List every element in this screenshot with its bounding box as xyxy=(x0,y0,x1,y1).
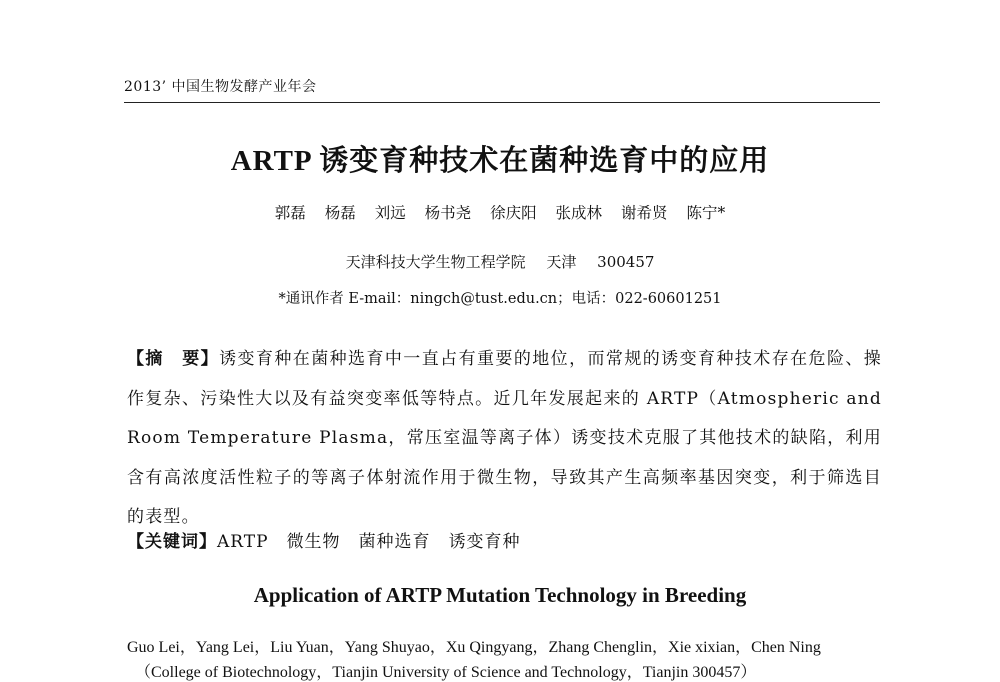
author-name: 陈宁* xyxy=(686,204,726,222)
keyword: 微生物 xyxy=(286,532,341,552)
author-name: 谢希贤 xyxy=(621,204,668,222)
author-name: 张成林 xyxy=(555,204,603,222)
paper-title: ARTP 诱变育种技术在菌种选育中的应用 xyxy=(230,145,770,177)
author-name: 郭磊 xyxy=(274,204,306,222)
affiliation-city: 天津 xyxy=(546,253,577,271)
english-affiliation: （College of Biotechnology，Tianjin University of Science and Technology，Tianjin 300457） xyxy=(135,664,757,681)
affiliation xyxy=(0,251,1000,272)
author-name: 徐庆阳 xyxy=(490,204,537,222)
running-header: 2013’ 中国生物发酵产业年会 xyxy=(124,76,880,103)
keyword: ARTP xyxy=(217,532,269,552)
english-title: Application of ARTP Mutation Technology in Breeding xyxy=(253,583,747,607)
keywords xyxy=(127,527,882,552)
english-authors: Guo Lei，Yang Lei，Liu Yuan，Yang Shuyao，Xu Qingyang，Zhang Chenglin，Xie xixian，Chen Ning xyxy=(127,639,821,656)
author-name: 杨磊 xyxy=(324,204,356,222)
abstract xyxy=(127,340,882,538)
author-list xyxy=(0,201,1000,223)
affiliation-institution: 天津科技大学生物工程学院 xyxy=(345,253,526,271)
affiliation-postcode: 300457 xyxy=(597,253,655,271)
author-name: 刘远 xyxy=(374,204,406,222)
abstract-text: 诱变育种在菌种选育中一直占有重要的地位，而常规的诱变育种技术存在危险、操作复杂、污染性大以及有益突变率低等特点。近几年发展起来的 ARTP（Atmospheric and Room Temperature Plasma，常压室温等离子体）诱变技术克服了其他技术的缺陷，利用含有高浓度活性粒子的等离子体射流作用于微生物，导致其产生高频率基因突变，利于筛选目的表型。 xyxy=(127,349,883,527)
author-name: 杨书尧 xyxy=(424,204,472,222)
keyword: 诱变育种 xyxy=(448,532,521,552)
keyword: 菌种选育 xyxy=(358,532,431,552)
abstract-label: 【摘 要】 xyxy=(127,349,220,369)
keywords-label: 【关键词】 xyxy=(127,532,217,552)
corresponding-contact: *通讯作者 E-mail：ningch@tust.edu.cn；电话：022-60601251 xyxy=(278,291,722,307)
